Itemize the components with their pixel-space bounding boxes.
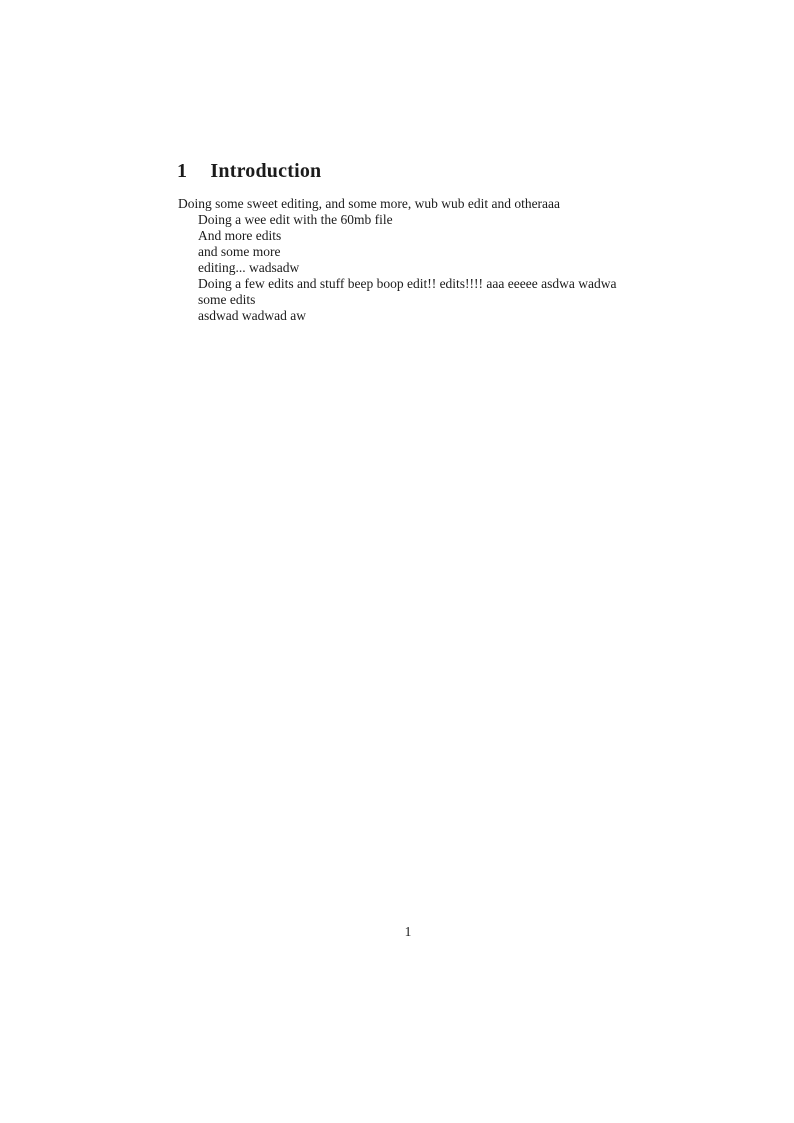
paragraph: some edits: [198, 292, 256, 307]
paragraph: asdwad wadwad aw: [198, 308, 306, 323]
page-number: 1: [404, 924, 412, 939]
section-body: [178, 196, 639, 324]
section-title: Introduction: [210, 160, 322, 182]
paragraph: Doing some sweet editing, and some more, wub wub edit and otheraaa: [178, 196, 561, 211]
paragraph: editing... wadsadw: [198, 260, 300, 275]
paragraph: Doing a few edits and stuff beep boop edit!! edits!!!! aaa eeeee asdwa wadwa: [198, 276, 617, 291]
paragraph: and some more: [198, 244, 281, 259]
paragraph: And more edits: [198, 228, 282, 243]
section-heading: [177, 160, 638, 182]
section-number: 1: [177, 160, 188, 182]
paragraph: Doing a wee edit with the 60mb file: [198, 212, 393, 227]
